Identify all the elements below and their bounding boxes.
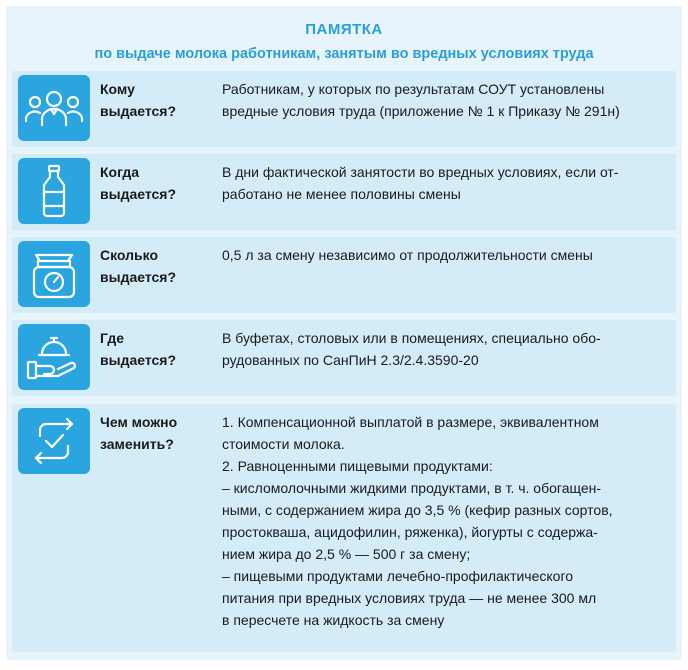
info-row-replace bbox=[12, 404, 676, 652]
exchange-icon bbox=[18, 408, 90, 474]
answer-text: Работникам, у которых по результатам СОУТ установлены вредные условия труда (приложение № 1 к Приказу № 291н) bbox=[222, 81, 620, 119]
question-label: Где выдается? bbox=[100, 330, 177, 368]
food-service-icon bbox=[18, 324, 90, 390]
info-row-where bbox=[12, 320, 676, 396]
question-label: Чем можно заменить? bbox=[100, 414, 178, 452]
milk-bottle-icon bbox=[18, 158, 90, 224]
answer-text: 0,5 л за смену независимо от продолжительности смены bbox=[222, 247, 593, 263]
scale-icon bbox=[18, 241, 90, 307]
info-row-who bbox=[12, 71, 676, 147]
question-label: Сколько выдается? bbox=[100, 247, 177, 285]
memo-card bbox=[6, 6, 682, 660]
answer-text: 1. Компенсационной выплатой в размере, эквивалентном стоимости молока. 2. Равноценными пищевыми продуктами: – кисломолочными жидкими продуктами, в т. ч. обогащен- ными, с содержанием жира до 3,5 % (кефир разных сортов, простокваша, ацидофилин, ряженка), йогурты с содержа- нием жира до 2,5 % — 500 г за смену; – пищевыми продуктами лечебно-профилактического питания при вредных условиях труда — не менее 300 мл в пересчете на жидкость за смену bbox=[222, 414, 613, 628]
people-icon bbox=[18, 75, 90, 141]
info-row-how-much bbox=[12, 237, 676, 313]
answer-text: В буфетах, столовых или в помещениях, специально обо- рудованных по СанПиН 2.3/2.4.3590-20 bbox=[222, 330, 601, 368]
memo-header bbox=[6, 20, 682, 64]
answer-text: В дни фактической занятости во вредных условиях, если от- работано не менее половины смены bbox=[222, 164, 619, 202]
page-subtitle: по выдаче молока работникам, занятым во вредных условиях труда bbox=[94, 46, 594, 62]
question-label: Когда выдается? bbox=[100, 164, 177, 202]
info-row-when bbox=[12, 154, 676, 230]
page-title: ПАМЯТКА bbox=[305, 21, 383, 38]
question-label: Кому выдается? bbox=[100, 81, 177, 119]
